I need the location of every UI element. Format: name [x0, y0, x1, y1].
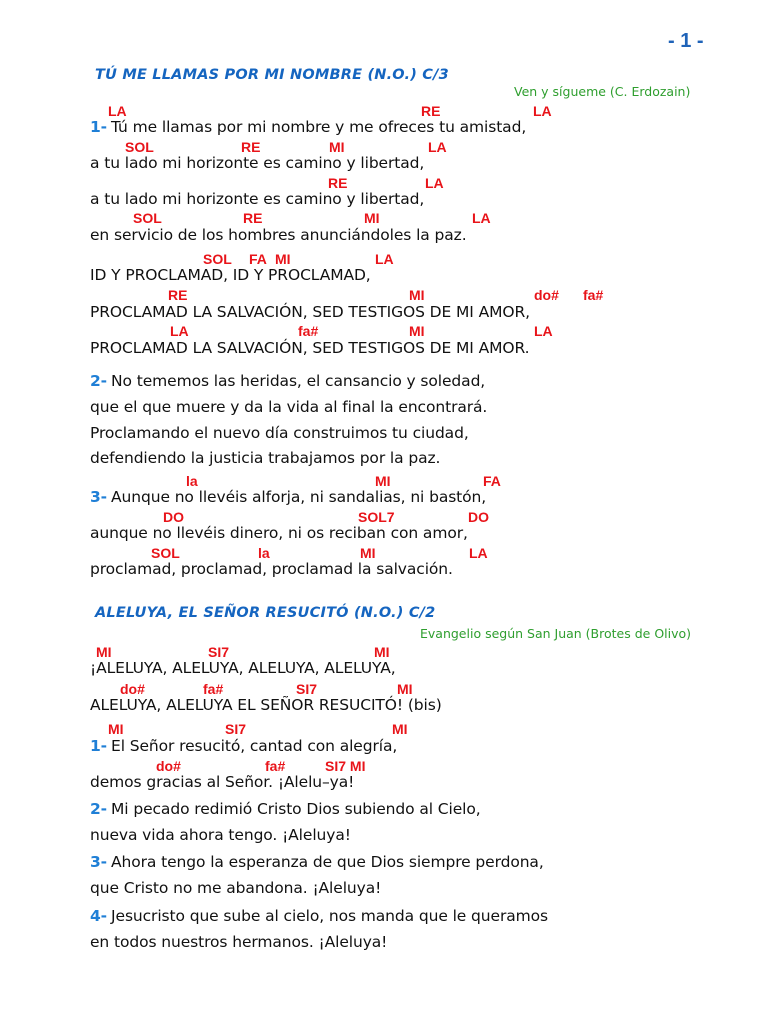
lyric-line: aunque no llevéis dinero, ni os reciban con amor, — [90, 524, 468, 542]
chord: fa# — [583, 287, 604, 303]
chord: fa# — [298, 323, 319, 339]
song-source: Evangelio según San Juan (Brotes de Olivo) — [420, 626, 692, 641]
lyric-text: Tú me llamas por mi nombre y me ofreces tu amistad, — [111, 118, 527, 136]
chord: DO — [163, 509, 184, 525]
chord: fa# — [265, 758, 286, 774]
chord: MI — [409, 287, 425, 303]
chord: LA — [425, 175, 444, 191]
page-number: - 1 - — [668, 30, 704, 52]
lyric-line — [90, 800, 481, 818]
lyric-line — [90, 907, 548, 925]
song-source: Ven y sígueme (C. Erdozain) — [514, 84, 691, 99]
chord: MI — [108, 721, 124, 737]
chord: MI — [329, 139, 345, 155]
chord: LA — [170, 323, 189, 339]
chord: RE — [421, 103, 441, 119]
lyric-text: Mi pecado redimió Cristo Dios subiendo al Cielo, — [111, 800, 481, 818]
chord: MI — [96, 644, 112, 660]
verse-number: 4- — [90, 907, 108, 925]
chord: DO — [468, 509, 489, 525]
verse-number: 1- — [90, 737, 108, 755]
chord: MI — [409, 323, 425, 339]
lyric-line — [90, 372, 485, 390]
chord: MI — [275, 251, 291, 267]
chord: MI — [360, 545, 376, 561]
chord: RE — [168, 287, 188, 303]
chord: SI7 — [296, 681, 318, 697]
chord: MI — [364, 210, 380, 226]
chord: MI — [392, 721, 408, 737]
verse-number: 2- — [90, 800, 108, 818]
lyric-line: Proclamando el nuevo día construimos tu ciudad, — [90, 424, 469, 442]
lyric-text: El Señor resucitó, cantad con alegría, — [111, 737, 398, 755]
verse-number: 3- — [90, 853, 108, 871]
chord: FA — [249, 251, 267, 267]
chord: LA — [534, 323, 553, 339]
chord: do# — [120, 681, 145, 697]
lyric-line: proclamad, proclamad, proclamad la salvación. — [90, 560, 453, 578]
chord: fa# — [203, 681, 224, 697]
chord: FA — [483, 473, 501, 489]
lyric-text: No tememos las heridas, el cansancio y soledad, — [111, 372, 486, 390]
chorus-line: ¡ALELUYA, ALELUYA, ALELUYA, ALELUYA, — [90, 659, 396, 677]
chord: SOL — [133, 210, 162, 226]
lyric-line: en servicio de los hombres anunciándoles la paz. — [90, 226, 467, 244]
chord: SI7 — [208, 644, 230, 660]
lyric-text: Aunque no llevéis alforja, ni sandalias, ni bastón, — [111, 488, 487, 506]
chord: RE — [241, 139, 261, 155]
chord: LA — [469, 545, 488, 561]
chord: la — [258, 545, 270, 561]
lyric-text: Jesucristo que sube al cielo, nos manda que le queramos — [111, 907, 548, 925]
lyric-line — [90, 737, 397, 755]
chord: do# — [156, 758, 181, 774]
verse-number: 3- — [90, 488, 108, 506]
lyric-line: a tu lado mi horizonte es camino y libertad, — [90, 190, 425, 208]
chord: SOL7 — [358, 509, 395, 525]
chord: MI — [397, 681, 413, 697]
chorus-line: ID Y PROCLAMAD, ID Y PROCLAMAD, — [90, 266, 371, 284]
chord: SOL — [151, 545, 180, 561]
lyric-line — [90, 488, 486, 506]
chord: LA — [472, 210, 491, 226]
chord: la — [186, 473, 198, 489]
chord: LA — [108, 103, 127, 119]
chord: SI7 MI — [325, 758, 366, 774]
chord: SOL — [125, 139, 154, 155]
chorus-line: PROCLAMAD LA SALVACIÓN, SED TESTIGOS DE MI AMOR, — [90, 303, 530, 321]
song-title: ALELUYA, EL SEÑOR RESUCITÓ (N.O.) C/2 — [95, 605, 436, 621]
verse-number: 1- — [90, 118, 108, 136]
chord: do# — [534, 287, 559, 303]
chorus-line: PROCLAMAD LA SALVACIÓN, SED TESTIGOS DE MI AMOR. — [90, 339, 530, 357]
chord: LA — [533, 103, 552, 119]
verse-number: 2- — [90, 372, 108, 390]
chord: LA — [375, 251, 394, 267]
lyric-line: a tu lado mi horizonte es camino y libertad, — [90, 154, 425, 172]
chorus-line: ALELUYA, ALELUYA EL SEÑOR RESUCITÓ! (bis) — [90, 696, 442, 714]
lyric-line — [90, 118, 526, 136]
lyric-line: que el que muere y da la vida al final la encontrará. — [90, 398, 488, 416]
lyric-line: en todos nuestros hermanos. ¡Aleluya! — [90, 933, 388, 951]
chord: SI7 — [225, 721, 247, 737]
song-title: TÚ ME LLAMAS POR MI NOMBRE (N.O.) C/3 — [95, 67, 449, 83]
chord: RE — [328, 175, 348, 191]
lyric-line: nueva vida ahora tengo. ¡Aleluya! — [90, 826, 351, 844]
lyric-line: demos gracias al Señor. ¡Alelu–ya! — [90, 773, 355, 791]
lyric-line: defendiendo la justicia trabajamos por la paz. — [90, 449, 441, 467]
lyric-line — [90, 853, 544, 871]
chord: LA — [428, 139, 447, 155]
chord: RE — [243, 210, 263, 226]
chord: MI — [375, 473, 391, 489]
lyric-line: que Cristo no me abandona. ¡Aleluya! — [90, 879, 382, 897]
lyric-text: Ahora tengo la esperanza de que Dios siempre perdona, — [111, 853, 544, 871]
chord: MI — [374, 644, 390, 660]
chord: SOL — [203, 251, 232, 267]
